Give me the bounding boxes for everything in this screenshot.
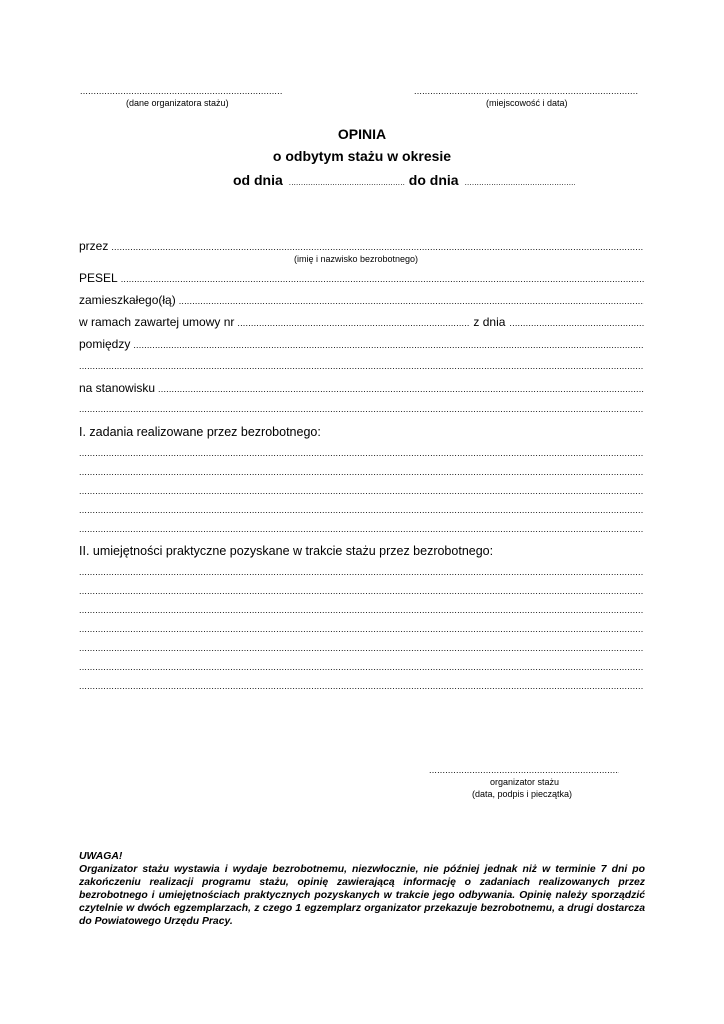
field-pesel — [79, 271, 644, 287]
position-label: na stanowisku — [79, 381, 156, 395]
document-subtitle: o odbytym stażu w okresie — [272, 148, 452, 164]
from-date-field[interactable] — [289, 178, 405, 187]
przez-label: przez — [79, 239, 109, 253]
field-address — [79, 293, 644, 309]
organizer-caption: (dane organizatora stażu) — [126, 98, 229, 108]
position-input-continued[interactable] — [79, 404, 644, 416]
skills-heading: II. umiejętności praktyczne pozyskane w trakcie stażu przez bezrobotnego: — [79, 544, 494, 558]
note-heading: UWAGA! — [79, 851, 123, 862]
between-input-continued[interactable] — [79, 361, 644, 373]
przez-caption: (imię i nazwisko bezrobotnego) — [294, 254, 419, 264]
note-body: Organizator stażu wystawia i wydaje bezrobotnemu, niezwłocznie, nie później jednak niż w terminie 7 dni po zakończeniu realizacji programu stażu, opinię zawierającą informację o zadaniach realizowanych przez bezrobotnego i umiejętnościach praktycznych pozyskanych w trakcie jego odbywania. Opinię należy sporządzić czytelnie w dwóch egzemplarzach, z czego 1 egzemplarz organizator przekazuje bezrobotnemu, a drugi dostarcza do Powiatowego Urzędu Pracy. — [79, 864, 645, 927]
period-line — [233, 172, 575, 190]
address-label: zamieszkałego(łą) — [79, 293, 176, 307]
position-input[interactable] — [158, 384, 644, 394]
field-przez — [79, 239, 644, 255]
signature-caption: (data, podpis i pieczątka) — [472, 789, 573, 799]
tasks-heading: I. zadania realizowane przez bezrobotnego: — [79, 425, 321, 439]
address-input[interactable] — [179, 296, 644, 306]
pesel-label: PESEL — [79, 271, 118, 285]
contract-date-input[interactable] — [509, 318, 644, 328]
contract-label: w ramach zawartej umowy nr — [79, 315, 235, 329]
from-date-label: od dnia — [233, 172, 283, 188]
skills-line[interactable] — [79, 605, 644, 617]
tasks-line[interactable] — [79, 505, 644, 517]
document-title: OPINIA — [337, 126, 387, 142]
place-date-dotline[interactable] — [414, 86, 638, 98]
place-date-caption: (miejscowość i data) — [486, 98, 568, 108]
to-date-label: do dnia — [408, 172, 459, 188]
organizer-dotline[interactable] — [80, 86, 282, 98]
pesel-input[interactable] — [121, 274, 644, 284]
contract-date-label: z dnia — [473, 315, 506, 329]
skills-line[interactable] — [79, 662, 644, 674]
to-date-field[interactable] — [465, 178, 575, 187]
signature-role: organizator stażu — [490, 777, 560, 787]
tasks-line[interactable] — [79, 486, 644, 498]
skills-line[interactable] — [79, 586, 644, 598]
przez-input[interactable] — [111, 242, 644, 252]
skills-line[interactable] — [79, 643, 644, 655]
field-between — [79, 337, 644, 353]
contract-number-input[interactable] — [237, 318, 469, 328]
tasks-line[interactable] — [79, 448, 644, 460]
tasks-line[interactable] — [79, 467, 644, 479]
skills-line[interactable] — [79, 681, 644, 693]
signature-dotline[interactable] — [429, 765, 619, 777]
tasks-line[interactable] — [79, 524, 644, 536]
between-label: pomiędzy — [79, 337, 131, 351]
between-input[interactable] — [133, 340, 644, 350]
field-position — [79, 381, 644, 397]
skills-line[interactable] — [79, 624, 644, 636]
field-contract — [79, 315, 644, 331]
skills-line[interactable] — [79, 567, 644, 579]
